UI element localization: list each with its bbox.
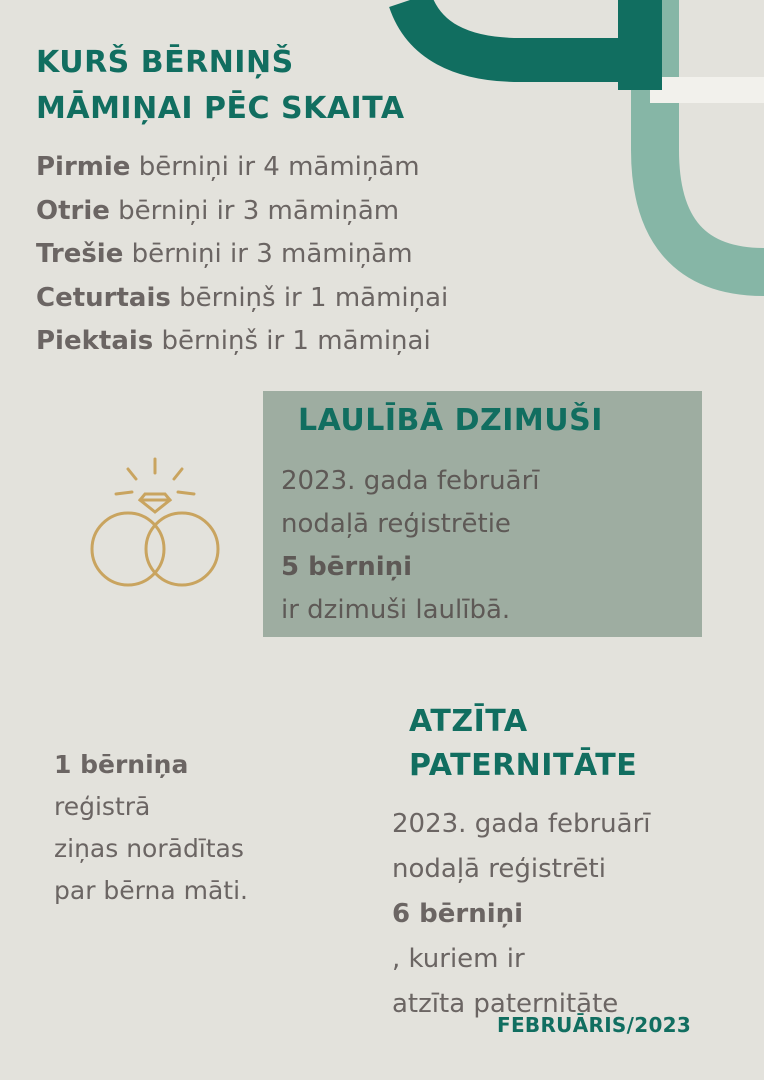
list-item-text: bērniņš ir 1 māmiņai: [170, 282, 449, 313]
mother-only-text: [54, 744, 248, 912]
paternity-line2: nodaļā reģistrēti: [392, 854, 606, 884]
mother-line3: par bērna māti.: [54, 876, 248, 905]
list-item: [36, 233, 448, 277]
mother-count: 1 bērniņa: [54, 750, 189, 779]
marriage-line3: [281, 546, 540, 632]
list-item: [36, 190, 448, 234]
page-title-line2: MĀMIŅAI PĒC SKAITA: [36, 91, 405, 126]
mother-line1-rest: reģistrā: [54, 792, 151, 821]
wedding-rings-icon: [88, 456, 224, 592]
paternity-title-line1: ATZĪTA: [409, 704, 528, 739]
footer-date: FEBRUĀRIS/2023: [497, 1013, 692, 1037]
marriage-text: [281, 460, 540, 632]
list-item-bold: Otrie: [36, 195, 110, 226]
list-item-text: bērniņi ir 3 māmiņām: [123, 239, 413, 269]
mother-line1: [54, 744, 248, 828]
marriage-line3-rest: ir dzimuši laulībā.: [281, 595, 511, 625]
list-item-bold: Ceturtais: [36, 282, 171, 313]
paternity-count: 6 bērniņi: [392, 899, 524, 929]
marriage-line1: 2023. gada februārī: [281, 466, 540, 496]
list-item-text: bērniņi ir 4 māmiņām: [130, 152, 420, 182]
mother-line2: ziņas norādītas: [54, 834, 244, 863]
list-item: [36, 277, 448, 321]
list-item-text: bērniņš ir 1 māmiņai: [153, 326, 431, 356]
paternity-line1: 2023. gada februārī: [392, 809, 651, 839]
paternity-text: [392, 802, 651, 1027]
page-title: [36, 40, 405, 132]
list-item-bold: Piektais: [36, 326, 154, 356]
list-item: [36, 146, 448, 190]
list-item-bold: Pirmie: [36, 152, 131, 182]
paternity-line4: atzīta paternitāte: [392, 989, 619, 1019]
paternity-title: [409, 700, 637, 788]
list-item-text: bērniņi ir 3 māmiņām: [109, 195, 400, 226]
marriage-title: LAULĪBĀ DZIMUŠI: [298, 403, 603, 438]
list-item-bold: Trešie: [36, 239, 124, 269]
paternity-title-line2: PATERNITĀTE: [409, 748, 638, 783]
paternity-line3: [392, 892, 651, 982]
marriage-count: 5 bērniņi: [281, 552, 413, 582]
marriage-line2: nodaļā reģistrētie: [281, 509, 511, 539]
paternity-line3-rest: , kuriem ir: [392, 944, 525, 974]
birth-order-list: [36, 146, 448, 364]
page-title-line1: KURŠ BĒRNIŅŠ: [36, 45, 294, 80]
list-item: [36, 320, 448, 364]
